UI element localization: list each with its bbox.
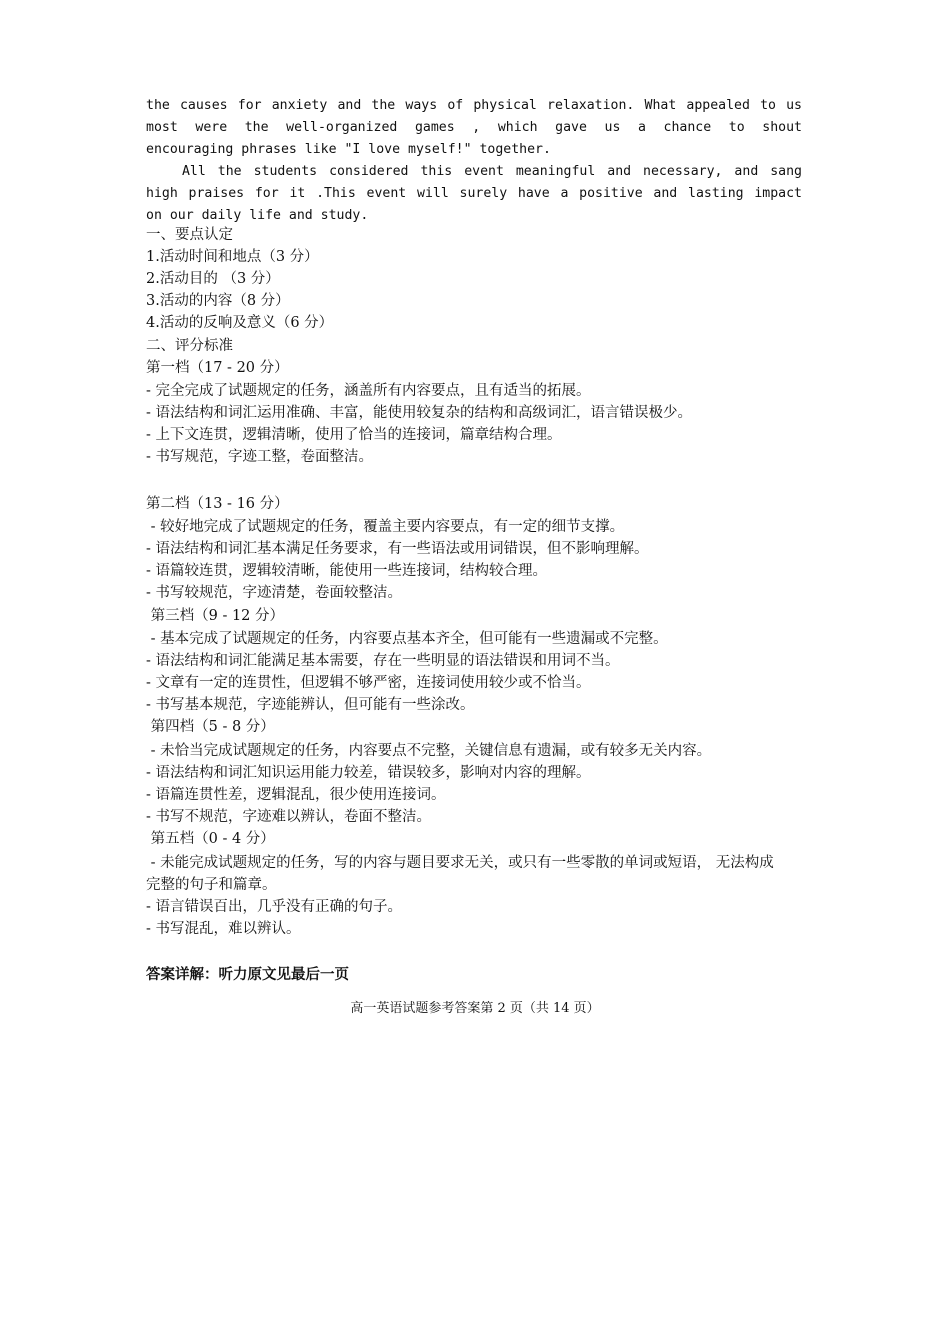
tier-line: - 未能完成试题规定的任务，写的内容与题目要求无关，或只有一些零散的单词或短语， 无法构成完整的句子和篇章。: [146, 855, 774, 893]
tier-line: - 较好地完成了试题规定的任务，覆盖主要内容要点，有一定的细节支撑。: [146, 519, 625, 535]
tier-line: - 书写规范，字迹工整，卷面整洁。: [146, 449, 374, 465]
essay-line: high praises for it .This event will surely have a positive and lasting impact: [146, 186, 802, 201]
tier-line: - 完全完成了试题规定的任务，涵盖所有内容要点，且有适当的拓展。: [146, 383, 591, 399]
point-item: 1.活动时间和地点（3 分）: [146, 249, 319, 265]
tier-title: 第一档（17 - 20 分）: [146, 360, 289, 376]
tier-line: - 语篇连贯性差，逻辑混乱，很少使用连接词。: [146, 787, 446, 803]
tier-line: - 书写混乱，难以辨认。: [146, 921, 301, 937]
point-item: 2.活动目的 （3 分）: [146, 271, 280, 287]
tier-line: - 书写较规范，字迹清楚，卷面较整洁。: [146, 585, 403, 601]
tier-title: 第五档（0 - 4 分）: [146, 831, 275, 847]
page-footer: 高一英语试题参考答案第 2 页（共 14 页）: [350, 1001, 600, 1016]
tier-title: 第四档（5 - 8 分）: [146, 719, 275, 735]
points-heading: 一、要点认定: [146, 227, 233, 243]
essay-line: most were the well-organized games , which gave us a chance to shout: [146, 120, 802, 135]
criteria-heading: 二、评分标准: [146, 338, 233, 354]
answer-note: 答案详解：听力原文见最后一页: [146, 967, 349, 983]
tier-line: - 未恰当完成试题规定的任务，内容要点不完整，关键信息有遗漏，或有较多无关内容。: [146, 743, 712, 759]
tier-title: 第二档（13 - 16 分）: [146, 496, 289, 512]
essay-line: on our daily life and study.: [146, 208, 369, 223]
tier-line: - 语法结构和词汇能满足基本需要，存在一些明显的语法错误和用词不当。: [146, 653, 620, 669]
essay-line: the causes for anxiety and the ways of physical relaxation. What appealed to us: [146, 98, 802, 113]
tier-line: - 基本完成了试题规定的任务，内容要点基本齐全，但可能有一些遗漏或不完整。: [146, 631, 668, 647]
tier-line: - 书写基本规范，字迹能辨认，但可能有一些涂改。: [146, 697, 475, 713]
tier-line: - 文章有一定的连贯性，但逻辑不够严密，连接词使用较少或不恰当。: [146, 675, 591, 691]
tier-line: - 语言错误百出，几乎没有正确的句子。: [146, 899, 403, 915]
tier-line: - 书写不规范，字迹难以辨认，卷面不整洁。: [146, 809, 432, 825]
tier-line: - 语法结构和词汇知识运用能力较差，错误较多，影响对内容的理解。: [146, 765, 591, 781]
essay-line: encouraging phrases like "I love myself!" together.: [146, 142, 551, 157]
tier-line: - 语法结构和词汇基本满足任务要求，有一些语法或用词错误，但不影响理解。: [146, 541, 649, 557]
tier-line: - 语法结构和词汇运用准确、丰富，能使用较复杂的结构和高级词汇，语言错误极少。: [146, 405, 693, 421]
tier-title: 第三档（9 - 12 分）: [146, 608, 285, 624]
tier-line: - 上下文连贯，逻辑清晰，使用了恰当的连接词，篇章结构合理。: [146, 427, 562, 443]
essay-line: All the students considered this event meaningful and necessary, and sang: [146, 164, 802, 179]
tier-line: - 语篇较连贯，逻辑较清晰，能使用一些连接词，结构较合理。: [146, 563, 548, 579]
point-item: 4.活动的反响及意义（6 分）: [146, 315, 334, 331]
point-item: 3.活动的内容（8 分）: [146, 293, 290, 309]
